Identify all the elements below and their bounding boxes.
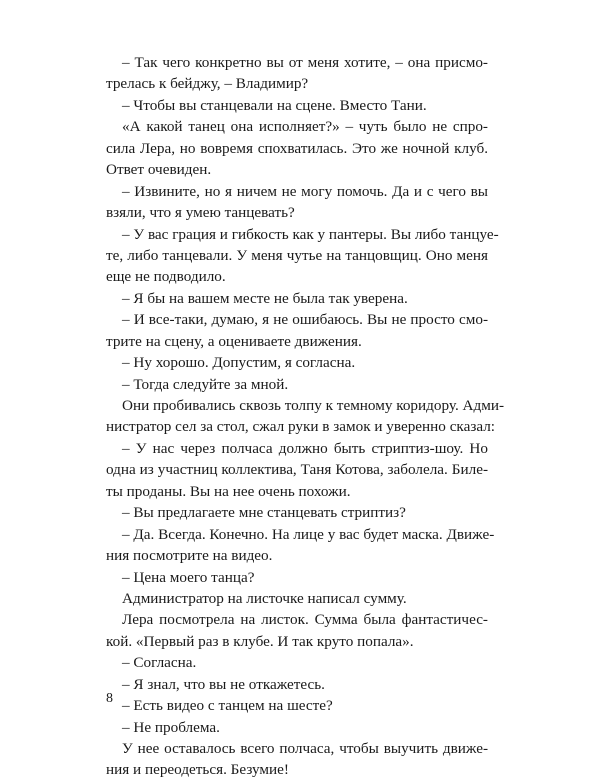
text-line: – Есть видео с танцем на шесте? bbox=[122, 697, 333, 715]
text-line: – Я знал, что вы не откажетесь. bbox=[122, 675, 325, 693]
text-line: Лера посмотрела на листок. Сумма была фантастичес- bbox=[122, 611, 488, 629]
text-line: сила Лера, но вовремя спохватилась. Это же ночной клуб. bbox=[106, 139, 488, 157]
text-line: – Согласна. bbox=[122, 654, 197, 672]
text-line: Они пробивались сквозь толпу к темному коридору. Адми- bbox=[122, 397, 505, 414]
text-line: нистратор сел за стол, сжал руки в замок и уверенно сказал: bbox=[106, 418, 495, 436]
text-line: ния и переодеться. Безумие! bbox=[106, 761, 289, 779]
text-line: – Не проблема. bbox=[122, 718, 220, 736]
text-line: – Ну хорошо. Допустим, я согласна. bbox=[122, 354, 356, 372]
text-line: – Вы предлагаете мне станцевать стриптиз? bbox=[122, 504, 406, 522]
body-text bbox=[106, 52, 505, 781]
text-line: «А какой танец она исполняет?» – чуть было не спро- bbox=[122, 118, 488, 136]
text-line: ты проданы. Вы на нее очень похожи. bbox=[106, 482, 351, 500]
text-line: – Извините, но я ничем не могу помочь. Да и с чего вы bbox=[122, 182, 488, 200]
text-line: – Тогда следуйте за мной. bbox=[122, 375, 289, 393]
text-line: взяли, что я умею танцевать? bbox=[106, 204, 295, 222]
text-line: еще не подводило. bbox=[106, 268, 226, 286]
text-line: Ответ очевиден. bbox=[106, 161, 212, 179]
text-line: Администратор на листочке написал сумму. bbox=[122, 589, 407, 607]
text-line: кой. «Первый раз в клубе. И так круто попала». bbox=[106, 632, 414, 650]
text-line: одна из участниц коллектива, Таня Котова, заболела. Биле- bbox=[106, 461, 488, 479]
text-line: трелась к бейджу, – Владимир? bbox=[106, 75, 309, 93]
text-line: те, либо танцевали. У меня чутье на танцовщиц. Оно меня bbox=[106, 246, 488, 264]
text-line: У нее оставалось всего полчаса, чтобы выучить движе- bbox=[122, 740, 488, 757]
text-line: – И все-таки, думаю, я не ошибаюсь. Вы не просто смо- bbox=[122, 311, 488, 329]
text-line: – Чтобы вы станцевали на сцене. Вместо Тани. bbox=[122, 96, 427, 114]
text-line: трите на сцену, а оцениваете движения. bbox=[106, 332, 362, 350]
text-line: ния посмотрите на видео. bbox=[106, 547, 273, 565]
text-line: – Так чего конкретно вы от меня хотите, – она присмо- bbox=[122, 54, 488, 71]
page-number: 8 bbox=[106, 691, 113, 706]
text-line: – Да. Всегда. Конечно. На лице у вас будет маска. Движе- bbox=[122, 525, 495, 543]
text-line: – У вас грация и гибкость как у пантеры. Вы либо танцуе- bbox=[122, 225, 499, 243]
text-line: – Цена моего танца? bbox=[122, 568, 255, 586]
text-line: – У нас через полчаса должно быть стриптиз-шоу. Но bbox=[122, 439, 488, 457]
text-line: – Я бы на вашем месте не была так уверена. bbox=[122, 289, 408, 307]
